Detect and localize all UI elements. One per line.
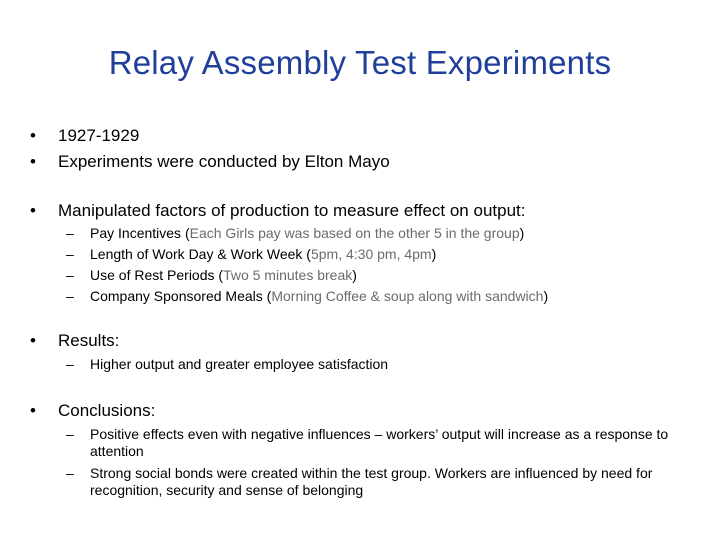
- bullet-marker: •: [30, 152, 36, 171]
- bullet-marker: •: [30, 401, 36, 420]
- dash-marker: –: [66, 225, 74, 241]
- factor-label: Company Sponsored Meals: [90, 288, 263, 304]
- bullet-text: Results:: [58, 331, 120, 350]
- result-text: Higher output and greater employee satisfaction: [90, 356, 389, 372]
- bullet-text: Conclusions:: [58, 401, 156, 420]
- conclusion-text: Positive effects even with negative influences – workers’ output will increase as a response to attention: [90, 426, 669, 459]
- factor-detail: Each Girls pay was based on the other 5 in the group: [189, 225, 520, 241]
- factor-label: Length of Work Day & Work Week: [90, 246, 303, 262]
- conclusion-text: Strong social bonds were created within the test group. Workers are influenced by need for recognition, security and sense of belonging: [90, 465, 653, 498]
- factor-detail: Morning Coffee & soup along with sandwich: [271, 288, 544, 304]
- bullet-marker: •: [30, 201, 36, 220]
- dash-marker: –: [66, 465, 74, 481]
- slide: Relay Assembly Test Experiments • 1927-1929 • Experiments were conducted by Elton Mayo • Manipulated factors of production to measure effect on output: – Pay Incentives (Each Girls pay was based on the other 5 in the group) – Length of Work Day & Work Week (5pm, 4:30 pm, 4pm) – Use of Rest Periods (Two 5 minutes break) – Company Sponsored Meals (Morning Coffee & soup along with sandwich) • Results: – Higher output and greater employee satisfaction • Conclusions: – Positive effects even with negative influences – workers’ output will increase as a response to attention – Strong social bonds were created within the test group. Workers are influenced by need for recognition, security and sense of belonging: [0, 0, 720, 540]
- factor-label: Pay Incentives: [90, 225, 182, 241]
- bullet-text: 1927-1929: [58, 126, 140, 145]
- dash-marker: –: [66, 267, 74, 283]
- bullet-marker: •: [30, 331, 36, 350]
- dash-marker: –: [66, 356, 74, 372]
- factor-detail: Two 5 minutes break: [223, 267, 353, 283]
- bullet-text: Manipulated factors of production to measure effect on output:: [58, 201, 526, 220]
- dash-marker: –: [66, 288, 74, 304]
- slide-title: Relay Assembly Test Experiments: [108, 44, 612, 81]
- factor-detail: 5pm, 4:30 pm, 4pm: [310, 246, 432, 262]
- bullet-text: Experiments were conducted by Elton Mayo: [58, 152, 390, 171]
- bullet-marker: •: [30, 126, 36, 145]
- factor-label: Use of Rest Periods: [90, 267, 215, 283]
- dash-marker: –: [66, 426, 74, 442]
- dash-marker: –: [66, 246, 74, 262]
